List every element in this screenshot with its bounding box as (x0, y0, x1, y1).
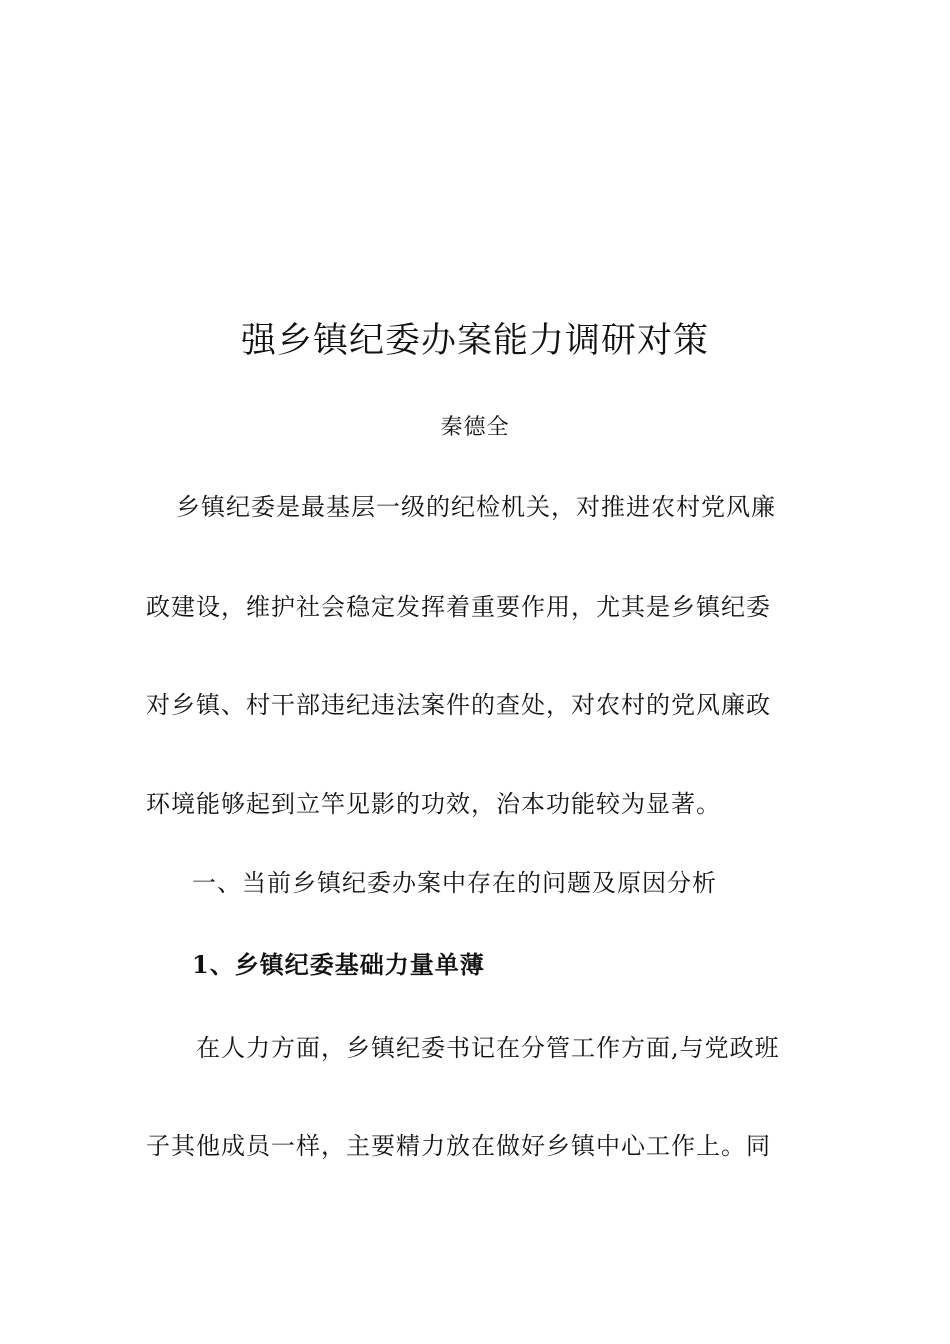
document-author: 秦德全 (440, 415, 510, 440)
body-line-1: 在人力方面，乡镇纪委书记在分管工作方面,与党政班 (196, 1034, 780, 1062)
intro-line-4: 环境能够起到立竿见影的功效，治本功能较为显著。 (146, 790, 721, 818)
intro-line-1: 乡镇纪委是最基层一级的纪检机关，对推进农村党风廉 (176, 493, 776, 521)
body-line-2: 子其他成员一样，主要精力放在做好乡镇中心工作上。同 (146, 1132, 771, 1160)
intro-line-2: 政建设，维护社会稳定发挥着重要作用，尤其是乡镇纪委 (146, 593, 771, 621)
subsection-heading: 1、乡镇纪委基础力量单薄 (192, 950, 485, 979)
section-heading: 一、当前乡镇纪委办案中存在的问题及原因分析 (192, 869, 717, 897)
intro-line-3: 对乡镇、村干部违纪违法案件的查处，对农村的党风廉政 (146, 691, 771, 719)
document-title: 强乡镇纪委办案能力调研对策 (240, 321, 709, 361)
